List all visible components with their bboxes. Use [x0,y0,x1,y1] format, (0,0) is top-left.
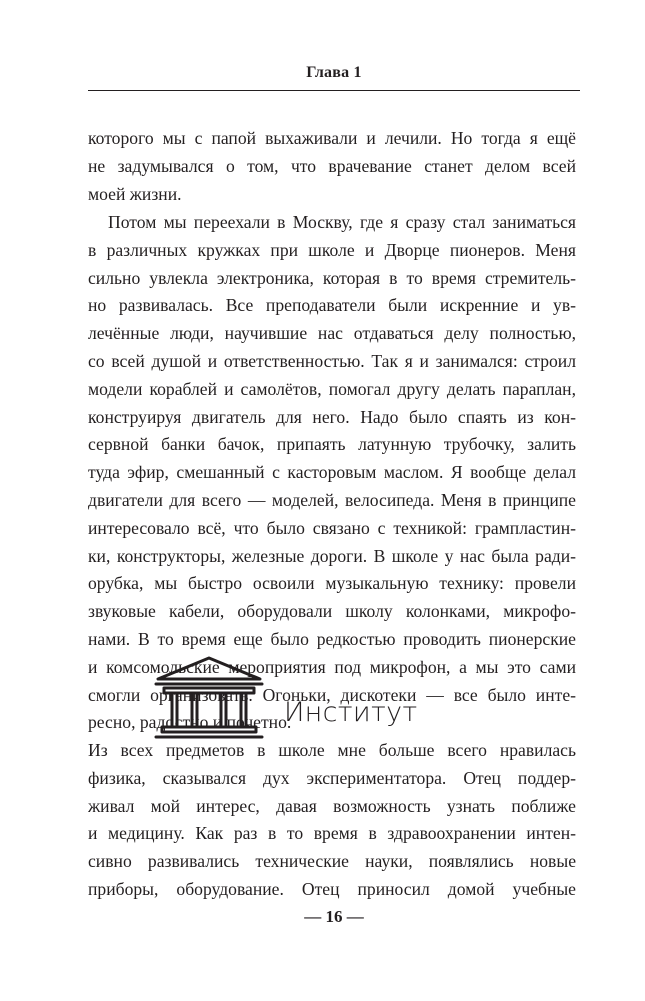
text-line: интересовало всё, что было связано с техникой: грампластин- [88,517,576,538]
text-line: сильно увлекла электроника, которая в то время стремитель- [88,267,576,288]
text-line: Из всех предметов в школе мне больше всего нравилась [88,740,576,760]
page-number: — 16 — [304,907,364,926]
text-line: лечённые люди, научившие нас отдаваться делу полностью, [88,323,576,344]
text-line: двигатели для всего — моделей, велосипеда. Меня в принципе [88,489,576,510]
institute-building-icon [150,655,268,741]
text-line: сервной банки бачок, припаять латунную трубочку, залить [88,434,576,455]
text-line: в различных кружках при школе и Дворце пионеров. Меня [88,239,576,260]
text-line: не задумывался о том, что врачевание станет делом всей [88,155,576,176]
text-line: модели кораблей и самолётов, помогал другу делать параплан, [88,378,576,399]
text-line: моей жизни. [88,183,182,204]
text-line: физика, сказывался дух экспериментатора. Отец поддер- [88,767,576,788]
section-title: Институт [284,697,418,728]
text-line: Потом мы переехали в Москву, где я сразу стал заниматься [108,212,576,232]
text-line: смогли организовать. Огоньки, дискотеки — все было инте- [88,684,576,705]
text-line: сивно развивались технические науки, появлялись новые [88,851,576,872]
text-line: орубка, мы быстро освоили музыкальную технику: провели [88,573,576,594]
text-line: которого мы с папой выхаживали и лечили. Но тогда я ещё [88,128,576,148]
text-line: приборы, оборудование. Отец приносил домой учебные [88,878,576,899]
text-line: живал мой интерес, давая возможность узнать поближе [88,795,576,816]
paragraph-continued [88,125,576,208]
text-line: ресно, радостно и почетно. [88,712,292,733]
running-head: Глава 1 [306,64,362,81]
text-line: но развивалась. Все преподаватели были искренние и ув- [88,295,576,316]
text-line: конструируя двигатель для него. Надо было спаять из кон- [88,406,576,427]
text-line: и комсомольские мероприятия под микрофон, а мы это сами [88,656,576,677]
text-line: ки, конструкторы, железные дороги. В школе у нас была ради- [88,545,576,566]
text-line: нами. В то время еще было редкостью проводить пионерские [88,628,576,649]
text-line: звуковые кабели, оборудовали школу колонками, микрофо- [88,601,576,622]
text-line: и медицину. Как раз в то время в здравоохранении интен- [88,823,576,844]
paragraph-institute [88,737,576,904]
header-rule [88,90,580,91]
text-line: со всей душой и ответственностью. Так я и занимался: строил [88,350,576,371]
text-line: туда эфир, смешанный с касторовым маслом. Я вообще делал [88,462,576,483]
